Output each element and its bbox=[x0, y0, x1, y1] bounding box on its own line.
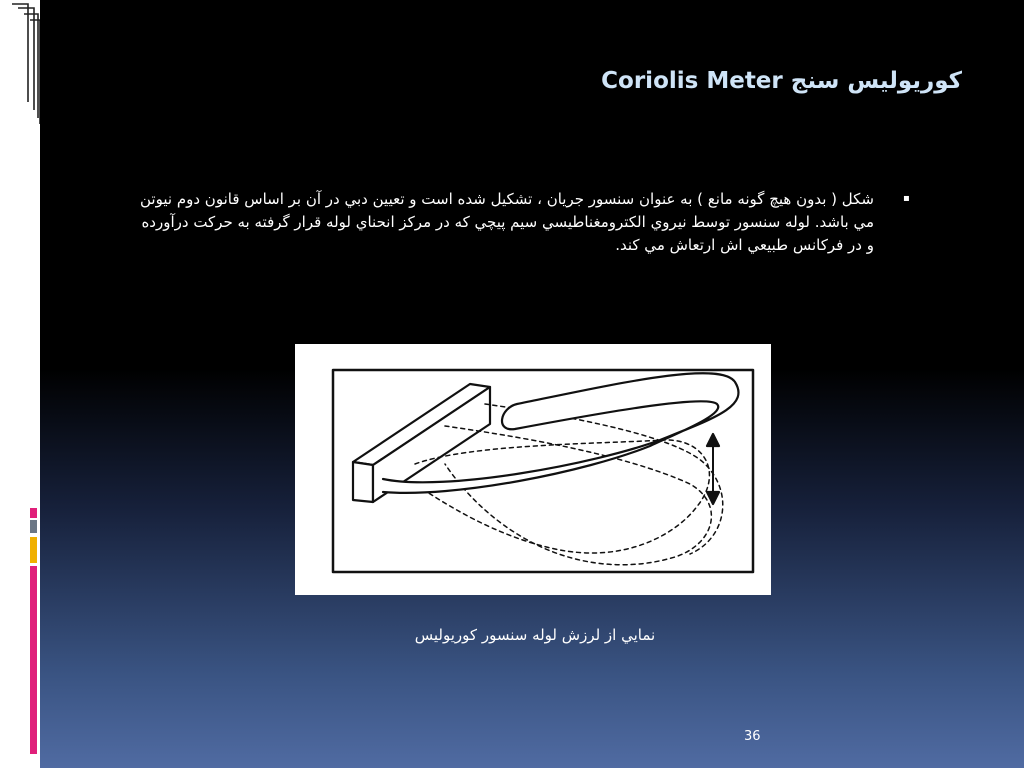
coriolis-figure bbox=[295, 344, 771, 595]
figure-caption: نمايي از لرزش لوله سنسور كوريوليس bbox=[414, 626, 656, 644]
accent-bar-yellow bbox=[30, 537, 37, 563]
page-number: 36 bbox=[744, 729, 761, 744]
accent-bar-magenta bbox=[30, 566, 37, 754]
corner-frames-decoration bbox=[0, 0, 40, 130]
coriolis-tube-diagram-icon bbox=[295, 344, 771, 595]
slide-body-text: شكل ( بدون هيچ گونه مانع ) به عنوان سنسور جريان ، تشكيل شده است و تعيين دبي در آن بر اساس قانون دوم نيوتن مي باشد. لوله سنسور توسط نيروي الكترومغناطيسي سيم پيچي كه در مركز انحناي لوله قرار گرفته به حركت درآورده و در فركانس طبيعي اش ارتعاش مي كند. bbox=[140, 190, 874, 254]
accent-bar-gray bbox=[30, 520, 37, 533]
accent-bar-magenta-top bbox=[30, 508, 37, 518]
slide-title: كوريوليس سنج Coriolis Meter bbox=[601, 68, 962, 94]
bullet-marker: ▪ bbox=[903, 193, 910, 204]
